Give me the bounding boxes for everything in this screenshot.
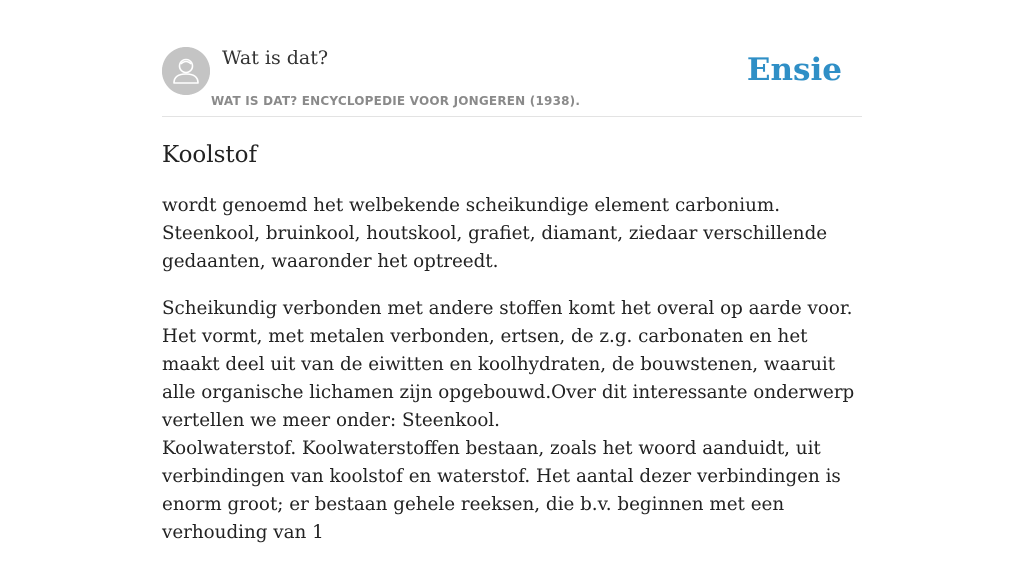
entry-body	[162, 192, 862, 566]
entry-paragraph: Scheikundig verbonden met andere stoffen komt het overal op aarde voor. Het vormt, met metalen verbonden, ertsen, de z.g. carbonaten en het maakt deel uit van de eiwitten en koolhydraten, de bouwstenen, waaruit alle organische lichamen zijn opgebouwd.Over dit interessante onderwerp vertellen we meer onder: Steenkool.	[162, 298, 855, 431]
user-avatar-icon[interactable]	[162, 47, 210, 95]
ensie-logo[interactable]: Ensie	[746, 52, 842, 88]
entry-title: Koolstof	[162, 142, 258, 168]
source-header	[162, 46, 862, 117]
source-title[interactable]: Wat is dat?	[222, 47, 329, 69]
entry-paragraph: Koolwaterstof. Koolwaterstoffen bestaan, zoals het woord aanduidt, uit verbindingen van koolstof en waterstof. Het aantal dezer verbindingen is enorm groot; er bestaan gehele reeksen, die b.v. beginnen met een verhouding van 1	[162, 438, 841, 543]
source-subtitle[interactable]: WAT IS DAT? ENCYCLOPEDIE VOOR JONGEREN (1938).	[211, 94, 581, 108]
entry-paragraph: wordt genoemd het welbekende scheikundige element carbonium. Steenkool, bruinkool, houtskool, grafiet, diamant, ziedaar verschillende gedaanten, waaronder het optreedt.	[162, 195, 828, 272]
